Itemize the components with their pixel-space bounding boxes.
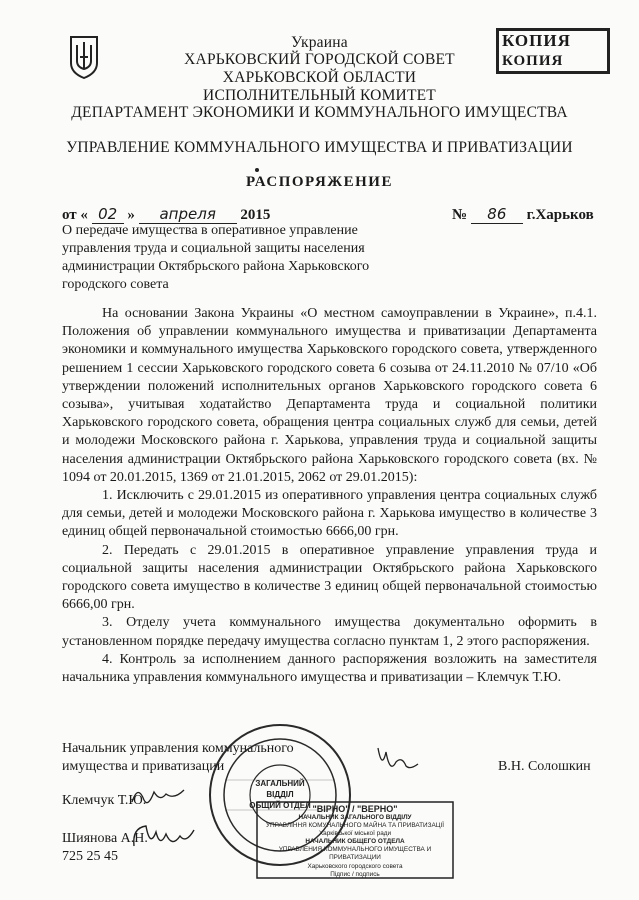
- date-day: 02: [92, 205, 124, 224]
- paragraph-3: 3. Отделу учета коммунального имущества документально оформить в установленном порядке передачу имущества согласно пунктам 1, 2 этого распоряжения.: [62, 615, 597, 649]
- city: г.Харьков: [526, 207, 594, 223]
- director-signature-icon: [372, 740, 422, 780]
- copy-stamp-line2: КОПИЯ: [502, 53, 564, 69]
- header-region: ХАРЬКОВСКОЙ ОБЛАСТИ: [222, 69, 417, 86]
- svg-text:ВІДДІЛ: ВІДДІЛ: [266, 790, 294, 799]
- header-committee: ИСПОЛНИТЕЛЬНЫЙ КОМИТЕТ: [203, 87, 436, 104]
- header-council: ХАРЬКОВСКИЙ ГОРОДСКОЙ СОВЕТ: [184, 51, 455, 68]
- header-country: Украина: [291, 34, 348, 51]
- svg-text:ОБЩИЙ ОТДЕЛ: ОБЩИЙ ОТДЕЛ: [249, 801, 311, 810]
- document-number: 86: [471, 205, 523, 224]
- paragraph-2: 2. Передать с 29.01.2015 в оперативное управление управления труда и социальной защиты населения администрации Октябрьского района Харьковского городского совета имущество в количестве 3 единиц общей первоначальной стоимостью 6666,00 грн.: [62, 542, 597, 613]
- stamp-line3: УПРАВЛІННЯ КОМУНАЛЬНОГО МАЙНА ТА ПРИВАТИЗАЦІЇ: [265, 822, 445, 830]
- document-title: РАСПОРЯЖЕНИЕ: [246, 174, 393, 190]
- stamp-line8: Підпис / подпись: [330, 870, 380, 878]
- subject: О передаче имущества в оперативное управление управления труда и социальной защиты населения администрации Октябрьского района Харьковского городского совета: [62, 223, 370, 292]
- signatory-name: В.Н. Солошкин: [498, 759, 591, 774]
- paragraph-1: 1. Исключить с 29.01.2015 из оперативного управления центра социальных служб для семьи, детей и молодежи Московского района г. Харькова имущество в количестве 3 единиц общей первоначальной стоимостью 6666,00 грн.: [62, 488, 597, 540]
- stamp-line5: НАЧАЛЬНИК ОБЩЕГО ОТДЕЛА: [305, 838, 405, 846]
- stamp-line4: Харківської міської ради: [318, 830, 392, 838]
- stamp-line6: УПРАВЛЕНИЯ КОММУНАЛЬНОГО ИМУЩЕСТВА И ПРИВАТИЗАЦИИ: [278, 846, 432, 862]
- executor-2: Шиянова А.Н.: [62, 831, 148, 846]
- stamp-line1: "ВІРНО" / "ВЕРНО": [312, 804, 398, 814]
- certified-copy-stamp: [255, 800, 455, 880]
- date-month: апреля: [139, 205, 237, 224]
- header-department: ДЕПАРТАМЕНТ ЭКОНОМИКИ И КОММУНАЛЬНОГО ИМУЩЕСТВА: [71, 104, 568, 121]
- signature-position-line2: имущества и приватизации: [62, 759, 225, 774]
- svg-text:ЗАГАЛЬНИЙ: ЗАГАЛЬНИЙ: [255, 779, 305, 788]
- executor-1: Клемчук Т.Ю.: [62, 793, 147, 808]
- body-text: [62, 305, 597, 687]
- phone: 725 25 45: [62, 849, 118, 864]
- paragraph-4: 4. Контроль за исполнением данного распоряжения возложить на заместителя начальника управления коммунального имущества и приватизации – Клемчук Т.Ю.: [62, 651, 597, 686]
- executor-1-signature-icon: [128, 780, 188, 810]
- copy-stamp: [492, 18, 612, 74]
- stamp-line7: Харьковского городского совета: [307, 862, 403, 870]
- copy-stamp-line1: КОПИЯ: [502, 31, 571, 50]
- stamp-line2: НАЧАЛЬНИК ЗАГАЛЬНОГО ВІДДІЛУ: [298, 814, 412, 821]
- date-prefix: от «: [62, 207, 88, 223]
- number-line: [452, 205, 594, 224]
- paragraph-preamble: На основании Закона Украины «О местном самоуправлении в Украине», п.4.1. Положения об управлении коммунального имущества и приватизации Департамента экономики и коммунального имущества Харьковского городского совета, утвержденного решением 1 сессии Харьковского городского совета 6 созыва от 24.11.2010 № 07/10 «Об утверждении положений исполнительных органов Харьковского городского совета 6 созыва», учитывая ходатайство Департамента труда и социальной политики Харьковского городского совета, обращения центра социальных служб для семьи, детей и молодежи Московского района г. Харькова, управления труда и социальной защиты населения администрации Октябрьского района Харьковского городского совета (вх. № 1094 от 20.01.2015, 1369 от 21.01.2015, 2062 от 29.01.2015):: [62, 306, 597, 485]
- header-administration: УПРАВЛЕНИЕ КОММУНАЛЬНОГО ИМУЩЕСТВА И ПРИВАТИЗАЦИИ: [66, 139, 573, 156]
- signature-position-line1: Начальник управления коммунального: [62, 741, 294, 756]
- number-prefix: №: [452, 207, 468, 223]
- date-mid: »: [127, 207, 135, 223]
- date-year: 2015: [240, 207, 271, 223]
- executor-2-signature-icon: [128, 818, 198, 858]
- dot-mark: [255, 168, 259, 172]
